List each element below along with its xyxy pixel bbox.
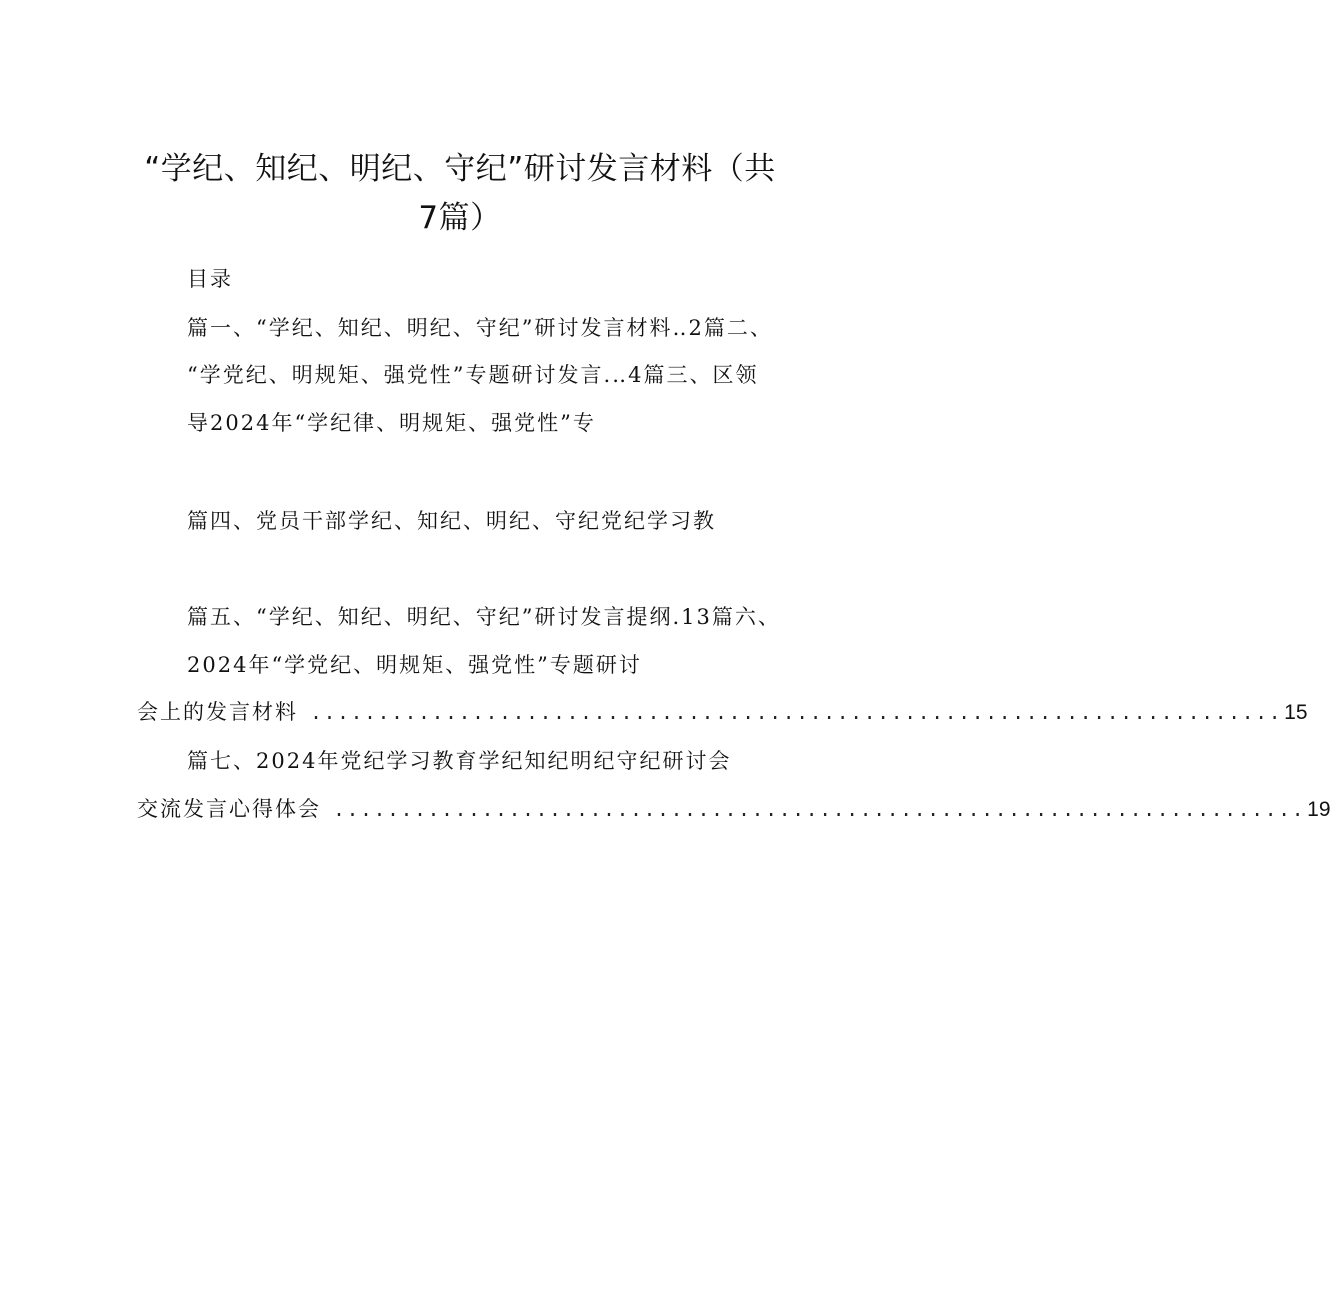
toc-page-number: 19 xyxy=(1307,798,1331,821)
toc-entry-5[interactable]: 篇五、“学纪、知纪、明纪、守纪”研讨发言提纲.13篇六、 xyxy=(187,605,781,629)
toc-entry-6-continued[interactable] xyxy=(137,696,1308,726)
toc-entry-label: 交流发言心得体会 xyxy=(137,797,321,821)
toc-entry-label: 会上的发言材料 xyxy=(137,700,298,724)
toc-entry-6[interactable]: 2024年“学党纪、明规矩、强党性”专题研讨 xyxy=(187,653,642,677)
toc-entry-2[interactable]: “学党纪、明规矩、强党性”专题研讨发言.‥4篇三、区领 xyxy=(187,363,759,387)
toc-page-number: 15 xyxy=(1284,701,1308,724)
toc-entry-7-continued[interactable] xyxy=(137,793,1331,823)
toc-entry-1[interactable]: 篇一、“学纪、知纪、明纪、守纪”研讨发言材料‥2篇二、 xyxy=(187,316,773,340)
toc-leader-dots: ........................................................................ xyxy=(310,703,1283,726)
document-title-line-2: 7篇） xyxy=(418,200,502,236)
toc-entry-4[interactable]: 篇四、党员干部学纪、知纪、明纪、守纪党纪学习教 xyxy=(187,509,716,533)
toc-leader-dots: ........................................................................ xyxy=(333,800,1306,823)
document-title-line-1: “学纪、知纪、明纪、守纪”研讨发言材料（共 xyxy=(144,151,776,187)
toc-heading: 目录 xyxy=(187,267,233,291)
toc-entry-7[interactable]: 篇七、2024年党纪学习教育学纪知纪明纪守纪研讨会 xyxy=(187,749,732,773)
toc-entry-3[interactable]: 导2024年“学纪律、明规矩、强党性”专 xyxy=(187,411,596,435)
